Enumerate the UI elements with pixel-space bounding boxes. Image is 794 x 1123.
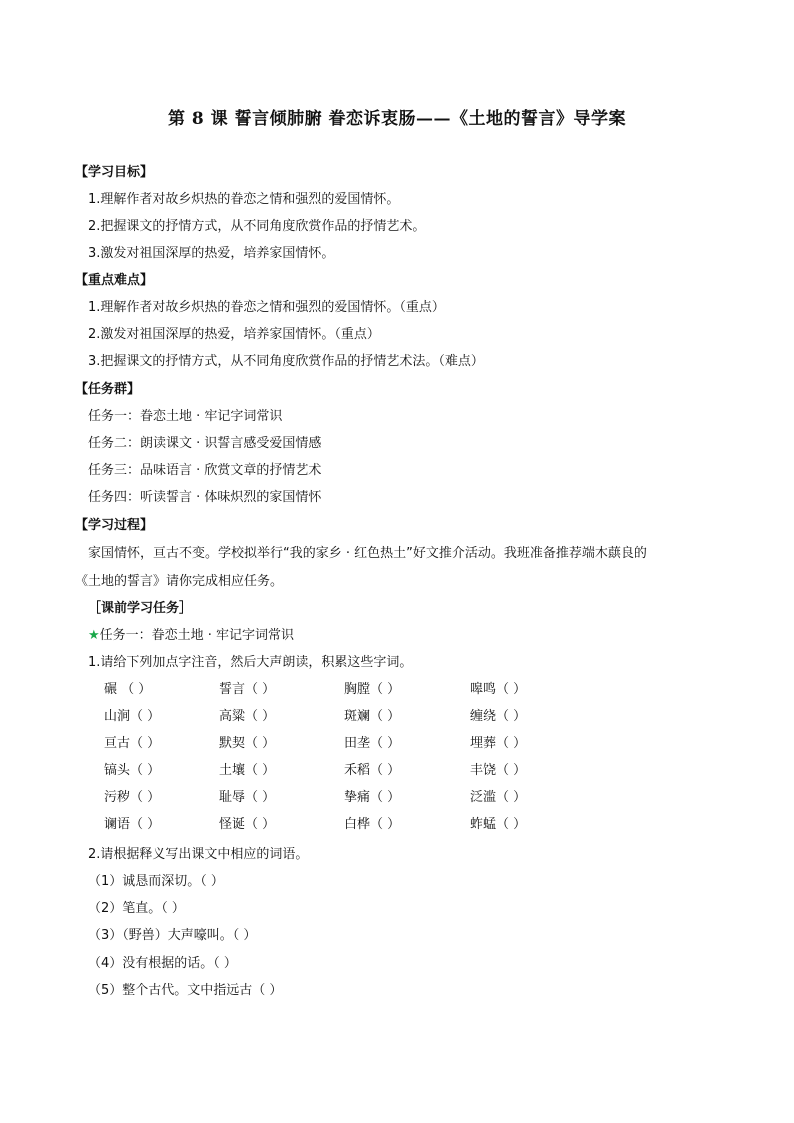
- pre-class-subheading: ［课前学习任务］: [88, 601, 193, 616]
- pinyin-row: [104, 789, 624, 807]
- task1-heading: [88, 627, 294, 645]
- question-1: 1.请给下列加点字注音，然后大声朗读，积累这些字词。: [88, 655, 413, 670]
- pinyin-item[interactable]: 污秽（ ）: [104, 790, 161, 805]
- pinyin-item[interactable]: 嗥鸣（ ）: [470, 682, 527, 697]
- pinyin-item[interactable]: 镐头（ ）: [104, 763, 161, 778]
- pinyin-item[interactable]: 土壤（ ）: [219, 763, 276, 778]
- task-item: 任务二：朗读课文 · 识誓言感受爱国情感: [88, 436, 322, 451]
- pinyin-item[interactable]: 丰饶（ ）: [470, 763, 527, 778]
- definition-item[interactable]: （4）没有根据的话。（ ）: [88, 956, 237, 971]
- pinyin-item[interactable]: 默契（ ）: [219, 736, 276, 751]
- goal-item: 2.把握课文的抒情方式，从不同角度欣赏作品的抒情艺术。: [88, 219, 426, 234]
- pinyin-row: [104, 762, 624, 780]
- pinyin-item[interactable]: 怪诞（ ）: [219, 817, 276, 832]
- pinyin-item[interactable]: 谰语（ ）: [104, 817, 161, 832]
- question-2: 2.请根据释义写出课文中相应的词语。: [88, 847, 309, 862]
- key-point-item: 2.激发对祖国深厚的热爱，培养家国情怀。（重点）: [88, 327, 380, 342]
- pinyin-item[interactable]: 碾 （ ）: [104, 682, 152, 697]
- intro-paragraph-line-2: 《土地的誓言》请你完成相应任务。: [75, 574, 284, 589]
- pinyin-item[interactable]: 田垄（ ）: [344, 736, 401, 751]
- task-item: 任务三：品味语言 · 欣赏文章的抒情艺术: [88, 463, 322, 478]
- section-heading-process: 【学习过程】: [75, 518, 154, 533]
- section-heading-key-points: 【重点难点】: [75, 273, 154, 288]
- pinyin-item[interactable]: 斑斓（ ）: [344, 709, 401, 724]
- key-point-item: 3.把握课文的抒情方式，从不同角度欣赏作品的抒情艺术法。（难点）: [88, 354, 484, 369]
- star-icon: ★: [88, 628, 100, 643]
- pinyin-item[interactable]: 耻辱（ ）: [219, 790, 276, 805]
- pinyin-item[interactable]: 白桦（ ）: [344, 817, 401, 832]
- section-heading-tasks: 【任务群】: [75, 382, 141, 397]
- key-point-item: 1.理解作者对故乡炽热的眷恋之情和强烈的爱国情怀。（重点）: [88, 300, 445, 315]
- definition-item[interactable]: （3）（野兽）大声嚎叫。（ ）: [88, 928, 257, 943]
- goal-item: 1.理解作者对故乡炽热的眷恋之情和强烈的爱国情怀。: [88, 192, 400, 207]
- pinyin-item[interactable]: 亘古（ ）: [104, 736, 161, 751]
- pinyin-item[interactable]: 山涧（ ）: [104, 709, 161, 724]
- pinyin-item[interactable]: 誓言（ ）: [219, 682, 276, 697]
- task-item: 任务四：听读誓言 · 体味炽烈的家国情怀: [88, 490, 322, 505]
- pinyin-item[interactable]: 挚痛（ ）: [344, 790, 401, 805]
- pinyin-item[interactable]: 泛滥（ ）: [470, 790, 527, 805]
- task-item: 任务一：眷恋土地 · 牢记字词常识: [88, 409, 283, 424]
- pinyin-row: [104, 735, 624, 753]
- definition-item[interactable]: （1）诚恳而深切。（ ）: [88, 874, 224, 889]
- definition-item[interactable]: （5）整个古代。文中指远古（ ）: [88, 983, 283, 998]
- pinyin-item[interactable]: 高粱（ ）: [219, 709, 276, 724]
- pinyin-item[interactable]: 埋葬（ ）: [470, 736, 527, 751]
- definition-item[interactable]: （2）笔直。（ ）: [88, 901, 185, 916]
- pinyin-item[interactable]: 缠绕（ ）: [470, 709, 527, 724]
- pinyin-item[interactable]: 蚱蜢（ ）: [470, 817, 527, 832]
- page-title: 第 8 课 誓言倾肺腑 眷恋诉衷肠——《土地的誓言》导学案: [167, 109, 626, 129]
- pinyin-row: [104, 681, 624, 699]
- task1-label: 任务一：眷恋土地 · 牢记字词常识: [99, 628, 295, 643]
- intro-paragraph-line-1: 家国情怀，亘古不变。学校拟举行“我的家乡 · 红色热土”好文推介活动。我班准备推荐端木蕻良的: [88, 546, 647, 561]
- pinyin-row: [104, 708, 624, 726]
- pinyin-row: [104, 816, 624, 834]
- section-heading-goals: 【学习目标】: [75, 165, 154, 180]
- pinyin-item[interactable]: 禾稻（ ）: [344, 763, 401, 778]
- pinyin-item[interactable]: 胸膛（ ）: [344, 682, 401, 697]
- goal-item: 3.激发对祖国深厚的热爱，培养家国情怀。: [88, 246, 335, 261]
